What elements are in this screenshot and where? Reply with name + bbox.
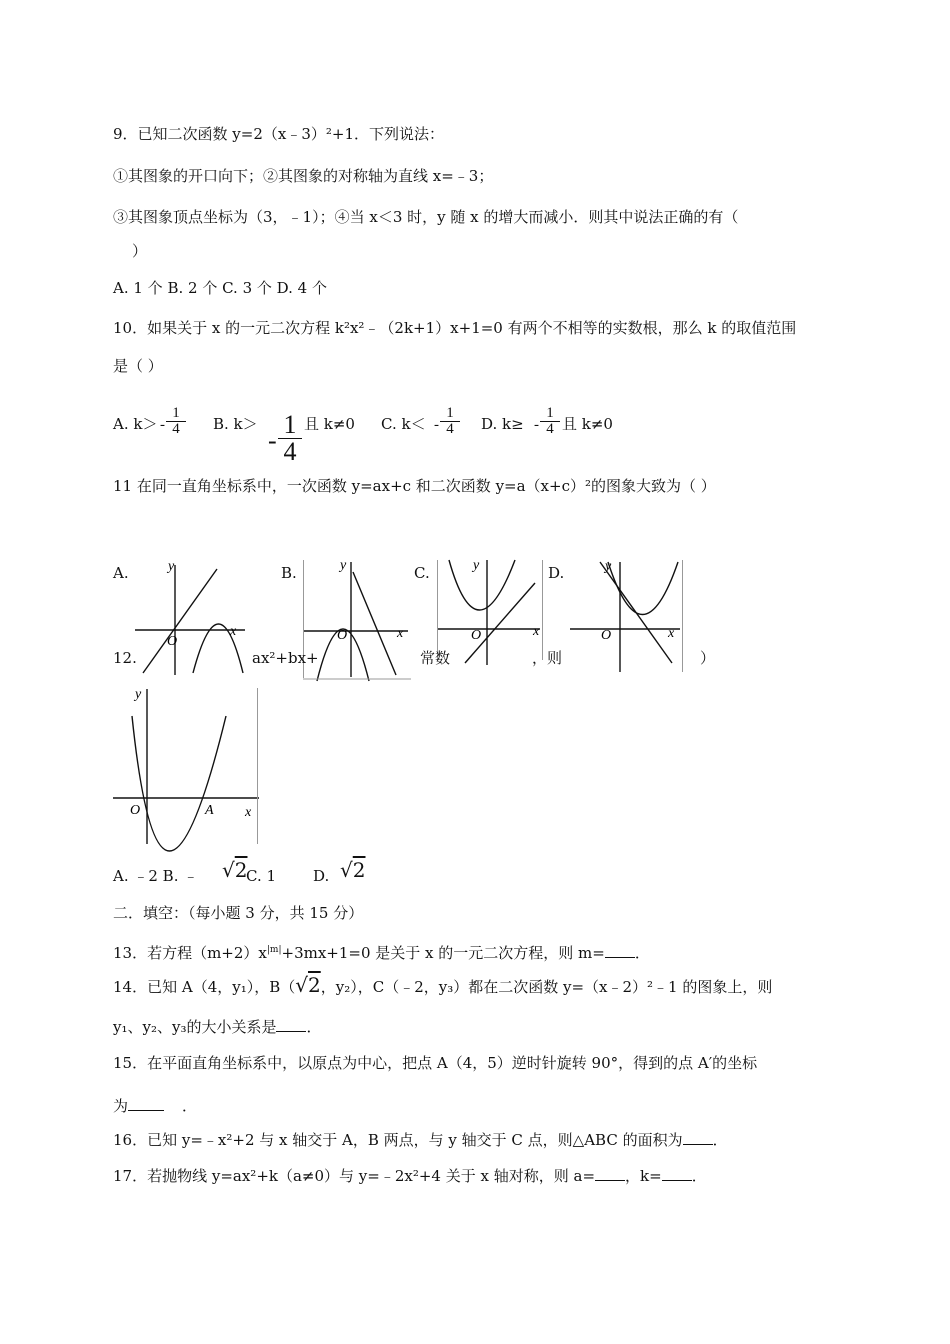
y-label: y (168, 559, 175, 574)
q17: 17．若抛物线 y=ax²+k（a≠0）与 y=﹣2x²+4 关于 x 轴对称，则 a= ，k= ． (113, 1167, 707, 1185)
q17-answer-blank-k[interactable] (662, 1166, 692, 1181)
parabola-graph (608, 562, 678, 615)
origin-label: O (167, 634, 178, 649)
x-label: x (668, 626, 675, 641)
q12-graph (113, 686, 263, 846)
x-label: x (397, 626, 404, 641)
q12-sqrt-b: √2 (222, 858, 248, 882)
q17-answer-blank-a[interactable] (595, 1166, 625, 1181)
q10-option-d: D. k≥ (481, 415, 524, 433)
q12-fragment-1: ax²+bx+ (252, 649, 319, 667)
q12-fragment-2: 常数 (420, 649, 451, 667)
section-2-heading: 二．填空：（每小题 3 分，共 15 分） (113, 904, 364, 922)
q15: 15．在平面直角坐标系中，以原点为中心，把点 A（4，5）逆时针旋转 90°，得到的点 A′的坐标 (113, 1054, 758, 1072)
q9-statements-2: ③其图象顶点坐标为（3，﹣1）；④当 x＜3 时，y 随 x 的增大而减小．则其中说法正确的有（ (113, 208, 739, 226)
origin-label: O (130, 803, 141, 818)
q11-label-d: D. (548, 564, 565, 582)
q9-statements-1: ①其图象的开口向下；②其图象的对称轴为直线 x=﹣3； (113, 167, 494, 185)
q12-sqrt-d: √2 (340, 858, 366, 882)
point-a-label: A (205, 803, 214, 818)
q16: 16．已知 y=﹣x²+2 与 x 轴交于 A，B 两点，与 y 轴交于 C 点，则△ABC 的面积为 ． (113, 1131, 728, 1149)
y-label: y (135, 687, 142, 702)
y-label: y (605, 559, 612, 574)
q12-options-ab: A. ﹣2 B. ﹣ (113, 867, 199, 885)
q11-graph-b (303, 557, 413, 682)
q10-fraction-a: - 1 4 (166, 406, 186, 437)
q12-fragment-3: ，则 (532, 649, 563, 667)
q11-label-c: C. (414, 564, 430, 582)
q14-line2: y₁、y₂、y₃的大小关系是 ． (113, 1018, 322, 1036)
origin-label: O (337, 628, 348, 643)
q11-graph-c (437, 555, 547, 665)
q15-answer-blank[interactable] (128, 1096, 164, 1111)
q16-answer-blank[interactable] (683, 1130, 713, 1145)
q13: 13．若方程$(m+2)x^{|m|}+3mx+1=0$ 是关于 x 的一元二次方程，则 m= ． (113, 944, 650, 962)
q11-graph-d (570, 557, 685, 672)
q14-answer-blank[interactable] (276, 1017, 306, 1032)
linear-graph (465, 583, 535, 663)
q10-fraction-d: - 1 4 (540, 406, 560, 437)
q10-fraction-b: - 1 4 (278, 412, 302, 465)
parabola-graph (132, 716, 226, 851)
q10-option-c: C. k＜ (381, 415, 426, 433)
q12-paren-close: ） (700, 649, 716, 667)
y-label: y (340, 558, 347, 573)
q10-stem-cont: 是（ ） (113, 357, 163, 375)
origin-label: O (601, 628, 612, 643)
q10-option-a: A. k＞ (113, 415, 158, 433)
q11-graph-a (135, 555, 250, 675)
origin-label: O (471, 628, 482, 643)
q10-option-b-tail: 且 k≠0 (304, 415, 355, 433)
q9-paren-close: ） (132, 242, 148, 260)
q12-option-c: C. 1 (246, 867, 277, 885)
q10-option-b: B. k＞ (213, 415, 258, 433)
q11-label-b: B. (281, 564, 297, 582)
q9-options: A. 1 个 B. 2 个 C. 3 个 D. 4 个 (113, 279, 327, 297)
x-label: x (533, 624, 540, 639)
q13-answer-blank[interactable] (605, 943, 635, 958)
parabola-graph (449, 560, 515, 610)
y-label: y (473, 558, 480, 573)
q10-stem: 10．如果关于 x 的一元二次方程 k²x²﹣（2k+1）x+1=0 有两个不相等的实数根，那么 k 的取值范围 (113, 319, 797, 337)
linear-graph (353, 572, 396, 675)
q12-label: 12. (113, 649, 137, 667)
q11-label-a: A. (113, 564, 129, 582)
x-label: x (245, 805, 252, 820)
q9-stem: 9．已知二次函数 y=2（x﹣3）²+1．下列说法： (113, 125, 445, 143)
q14: 14．已知 A（4，y₁），B（√2，y₂），C（﹣2，y₃）都在二次函数 y=（x﹣2）²﹣1 的图象上，则 (113, 973, 773, 997)
x-label: x (230, 624, 237, 639)
q12-option-d: D. (313, 867, 330, 885)
q10-option-d-tail: 且 k≠0 (562, 415, 613, 433)
q11-stem: 11 在同一直角坐标系中，一次函数 y=ax+c 和二次函数 y=a（x+c）²的图象大致为（ ） (113, 477, 716, 495)
q15-line2: 为 ． (113, 1097, 198, 1115)
q10-fraction-c: - 1 4 (440, 406, 460, 437)
linear-graph (143, 569, 217, 673)
